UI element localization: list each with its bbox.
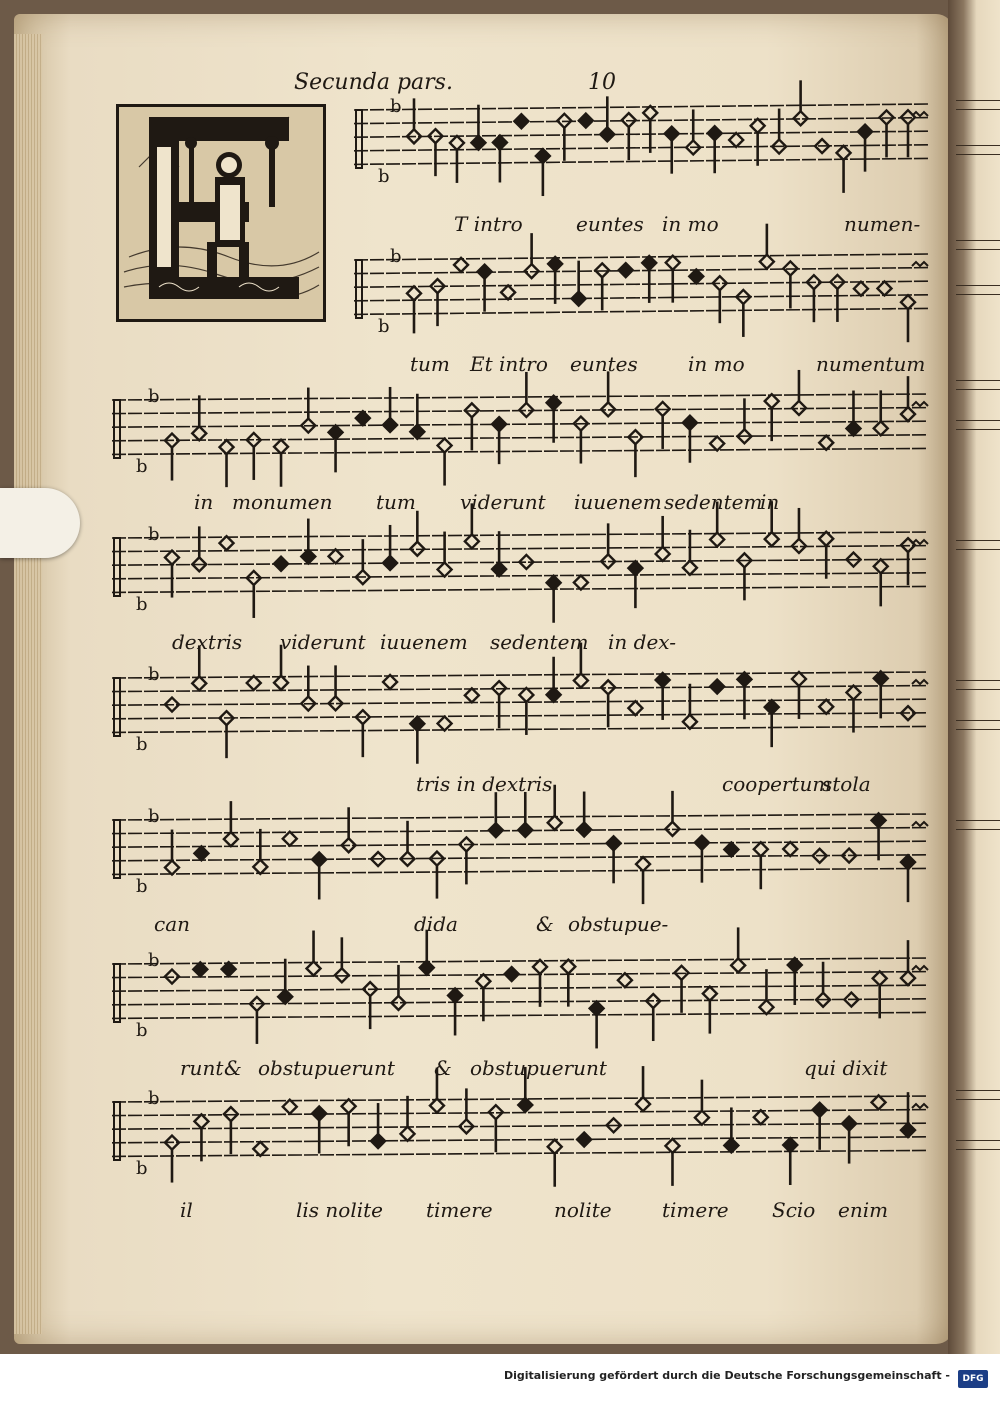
music-note [858,125,872,172]
flat-sign: b [136,1020,148,1041]
staff-line [112,573,928,579]
music-note [708,126,722,173]
flat-sign: b [136,456,148,477]
music-note [607,836,621,883]
music-note [783,842,797,856]
lyric-syllable: & [434,1056,452,1080]
music-note [759,969,773,1014]
music-note [194,1114,208,1161]
staff-svg [354,246,928,337]
flat-sign: b [390,96,402,117]
staff-line [112,999,928,1005]
music-note [819,700,833,714]
flat-sign: b [136,734,148,755]
custos-mark [912,1104,928,1108]
flat-sign: b [136,594,148,615]
lyric-syllable: obstupuerunt [470,1056,607,1080]
music-note [600,96,614,141]
lyric-syllable: nolite [554,1198,612,1222]
section-title: Secunda pars. [294,70,453,95]
music-note [874,559,888,606]
music-note [754,842,768,889]
lyric-syllable: viderunt [280,630,366,654]
custos-mark [912,402,928,406]
music-note [695,836,709,883]
music-note [665,127,679,174]
music-note [842,1117,856,1164]
lyric-syllable: obstupuerunt [258,1056,395,1080]
music-staff-8 [112,1088,928,1179]
staff-line [354,295,928,301]
flat-sign: b [390,246,402,267]
music-note [410,394,424,439]
lyric-syllable: lis nolite [296,1198,384,1222]
music-note [193,962,207,976]
music-note [283,832,297,846]
music-note [222,962,236,976]
lyric-syllable: euntes [570,352,638,376]
staff-line [112,699,928,705]
music-note [454,258,468,272]
lyric-syllable: coopertum [722,772,832,796]
clef-mark [356,260,362,318]
lyric-syllable: dida [414,912,458,936]
lyric-syllable: tum [376,490,416,514]
staff-line [112,532,928,538]
staff-line [112,421,928,427]
music-note [628,701,642,715]
music-note [628,561,642,608]
flat-sign: b [148,386,160,407]
music-note [383,387,397,432]
music-note [220,536,234,550]
music-note [819,532,833,579]
lyric-syllable: timere [426,1198,493,1222]
music-staff-5 [112,664,928,755]
lyric-syllable: euntes [576,212,644,236]
music-note [192,395,206,440]
music-note [278,959,292,1004]
music-note [577,1133,591,1147]
clef-mark [114,1102,120,1160]
lyric-syllable: & [224,1056,242,1080]
music-staff-7 [112,950,928,1041]
music-note [643,106,657,153]
music-note [561,960,575,1007]
lyric-syllable: sedentem [664,490,763,514]
flat-sign: b [378,316,390,337]
music-note [683,416,697,463]
staff-line [354,268,928,274]
flat-sign: b [148,806,160,827]
lyric-syllable: stola [822,772,871,796]
staff-line [112,855,928,861]
music-note [383,675,397,689]
lyric-syllable: Scio [772,1198,816,1222]
music-staff-3 [112,386,928,477]
music-note [656,673,670,720]
lyric-syllable: qui dixit [804,1056,888,1080]
next-page-edge [948,0,1000,1410]
staff-line [112,726,928,732]
custos-mark [912,822,928,826]
music-note [572,261,586,306]
lyric-syllable: in mo [688,352,745,376]
music-note [846,391,860,436]
music-note [579,114,593,128]
lyric-syllable: tris in dextris [416,772,553,796]
clef-mark [114,820,120,878]
music-note [754,1110,768,1124]
staff-line [112,586,928,592]
music-staff-1 [354,96,928,187]
music-note [533,960,547,1007]
staff-svg [112,524,928,615]
music-note [683,684,697,729]
flat-sign: b [136,1158,148,1179]
music-note [729,133,743,147]
music-note [710,680,724,694]
lyric-syllable: iuuenem [380,630,468,654]
page-edges [14,34,42,1334]
lyric-syllable: obstupue- [568,912,669,936]
flat-sign: b [148,950,160,971]
lyric-syllable: tum [410,352,450,376]
music-note [253,1142,267,1156]
music-note [438,532,452,577]
music-note [872,813,886,860]
music-note [194,846,208,860]
music-note [547,396,561,443]
staff-svg [112,950,928,1041]
music-note [519,688,533,735]
funding-text: Digitalisierung gefördert durch die Deutsche Forschungsgemeinschaft - [503,1369,950,1382]
music-note [371,1103,385,1148]
music-note [501,285,515,299]
music-note [465,688,479,702]
lyric-syllable: il [180,1198,193,1222]
music-note [765,700,779,747]
music-note [813,1103,827,1150]
music-note [619,263,633,277]
staff-line [112,1137,928,1143]
music-note [788,958,802,1005]
page-header [294,70,616,95]
clef-mark [114,538,120,596]
music-note [471,105,485,150]
staff-line [354,104,928,110]
staff-line [112,1012,928,1018]
music-note [356,411,370,425]
music-note [247,676,261,690]
music-note [854,282,868,296]
music-note [438,717,452,731]
lyric-syllable: timere [662,1198,729,1222]
staff-line [112,1123,928,1129]
music-note [873,971,887,1018]
music-note [274,557,288,571]
staff-line [112,1150,928,1156]
music-note [329,549,343,563]
music-note [874,390,888,435]
music-note [724,1107,738,1152]
music-note [710,437,724,451]
music-staff-2 [354,246,928,337]
music-note [872,1095,886,1109]
staff-line [112,985,928,991]
music-note [666,256,680,303]
music-note [312,1106,326,1153]
music-staff-4 [112,524,928,615]
clef-mark [114,678,120,736]
staff-line [112,1096,928,1102]
music-note [618,973,632,987]
music-note [492,531,506,576]
music-note [689,269,703,283]
custos-mark [912,966,928,970]
music-note [492,417,506,464]
lyric-syllable: dextris [172,630,243,654]
music-note [765,394,779,441]
music-note [478,265,492,312]
music-note [407,286,421,333]
clef-mark [114,400,120,458]
staff-svg [112,386,928,477]
music-note [737,672,751,719]
staff-line [112,972,928,978]
music-note [401,1096,415,1141]
music-note [283,1100,297,1114]
music-note [877,281,891,295]
custos-mark [912,680,928,684]
staff-line [112,958,928,964]
music-note [792,672,806,719]
lyric-syllable: in [760,490,780,514]
music-note [846,686,860,733]
music-note [165,551,179,598]
custos-mark [912,262,928,266]
bookmark-clip [0,488,80,558]
funding-footer [0,1354,1000,1410]
music-note [751,119,765,166]
music-note [493,135,507,182]
staff-line [112,394,928,400]
staff-line [112,814,928,820]
music-staff-6 [112,806,928,897]
music-note [342,1099,356,1146]
music-note [703,987,717,1034]
folio-number: 10 [588,70,616,95]
flat-sign: b [148,524,160,545]
lyric-syllable: in [194,490,214,514]
flat-sign: b [148,1088,160,1109]
music-note [505,967,519,981]
music-note [874,671,888,718]
music-note [383,525,397,570]
music-note [514,114,528,128]
staff-line [354,308,928,314]
staff-line [112,686,928,692]
music-note [548,257,562,304]
lyric-syllable: & [536,912,554,936]
staff-svg [354,96,928,187]
staff-svg [112,806,928,897]
music-note [476,974,490,1021]
lyric-syllable: iuuenem [574,490,662,514]
staff-svg [112,1088,928,1179]
music-note [642,256,656,303]
music-note [253,829,267,874]
music-note [574,576,588,590]
dfg-logo: DFG [958,1370,988,1388]
staff-svg [112,664,928,755]
music-note [683,530,697,575]
lyric-syllable: numen- [844,212,921,236]
staff-line [112,448,928,454]
lyric-syllable: runt [180,1056,224,1080]
staff-line [112,868,928,874]
clef-mark [114,964,120,1022]
music-note [165,830,179,875]
staff-line [354,118,928,124]
lyric-syllable: monumen [232,490,333,514]
music-note [448,988,462,1035]
lyric-syllable: T intro [454,212,523,236]
clef-mark [356,110,362,168]
flat-sign: b [148,664,160,685]
lyric-syllable: sedentem [490,630,589,654]
staff-line [354,254,928,260]
flat-sign: b [136,876,148,897]
flat-sign: b [378,166,390,187]
staff-line [112,435,928,441]
music-note [724,842,738,856]
music-note [329,425,343,472]
lyric-syllable: enim [838,1198,889,1222]
decorated-initial-woodcut [116,104,326,322]
lyric-syllable: viderunt [460,490,546,514]
lyric-syllable: numentum [816,352,926,376]
lyric-syllable: in dex- [608,630,676,654]
lyric-syllable: can [154,912,191,936]
music-note [450,136,464,183]
music-note [819,436,833,450]
lyric-syllable: Et intro [470,352,548,376]
music-note [901,1092,915,1137]
lyric-syllable: in mo [662,212,719,236]
